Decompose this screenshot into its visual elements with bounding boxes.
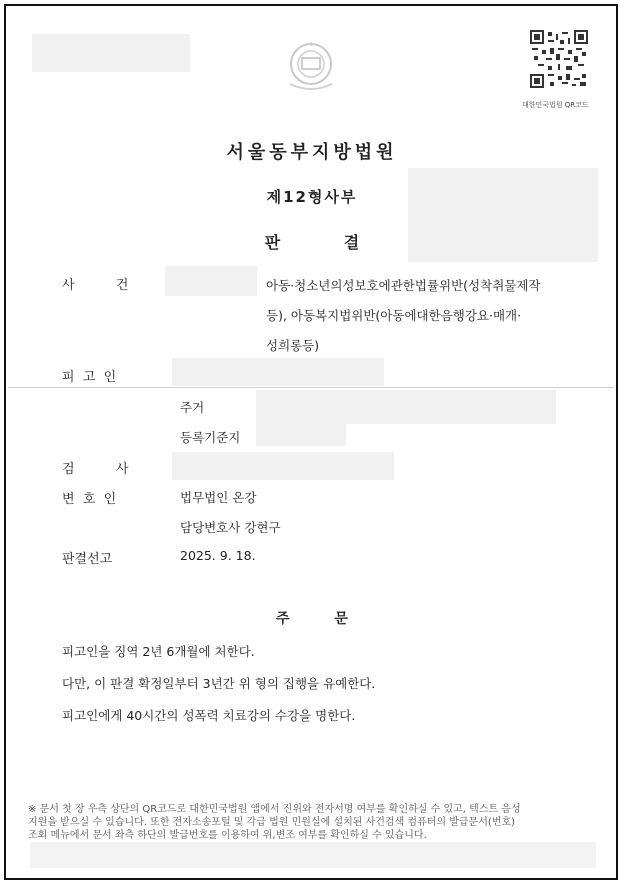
order-item-1: 피고인을 징역 2년 6개월에 처한다. <box>62 644 255 659</box>
counsel-firm: 법무법인 온강 <box>180 490 257 505</box>
redacted-address <box>256 390 556 424</box>
division-name: 제12형사부 <box>266 188 358 206</box>
order-item-2: 다만, 이 판결 확정일부터 3년간 위 형의 집행을 유예한다. <box>62 676 376 691</box>
notice-line-1: ※ 문서 첫 장 우측 상단의 QR코드로 대한민국법원 앱에서 진위와 전자서명 여부를 확인하실 수 있고, 텍스트 음성 <box>28 804 521 815</box>
court-name: 서울동부지방법원 <box>226 142 398 163</box>
counsel-attorney: 담당변호사 강현구 <box>180 520 281 535</box>
redacted-defendant-name <box>172 358 384 386</box>
case-label: 사 건 <box>62 278 129 293</box>
address-label: 주거 <box>180 400 205 415</box>
prosecutor-label: 검 사 <box>62 462 129 477</box>
section-divider <box>8 387 614 388</box>
redacted-registration <box>256 424 346 446</box>
order-item-3: 피고인에게 40시간의 성폭력 치료강의 수강을 명한다. <box>62 708 356 723</box>
document-type: 판 결 <box>264 233 360 252</box>
qr-code-label: 대한민국법원 QR코드 <box>522 101 589 109</box>
redacted-prosecutor <box>172 452 394 480</box>
court-seal-icon <box>282 40 340 92</box>
verdict-date-label: 판결선고 <box>62 552 113 567</box>
case-charge-line-1: 아동·청소년의성보호에관한법률위반(성착취물제작 <box>266 278 541 293</box>
redacted-issue-number <box>32 34 190 72</box>
defendant-label: 피 고 인 <box>62 370 117 385</box>
redacted-footer <box>30 842 596 868</box>
notice-line-2: 지원을 받으실 수 있습니다. 또한 전자소송포털 및 각급 법원 민원실에 설치된 사건검색 컴퓨터의 발급문서(번호) <box>28 817 516 828</box>
verdict-date-value: 2025. 9. 18. <box>180 548 256 563</box>
registration-label: 등록기준지 <box>180 430 241 445</box>
case-charge-line-3: 성희롱등) <box>266 338 320 353</box>
counsel-label: 변 호 인 <box>62 492 117 507</box>
notice-line-3: 조회 메뉴에서 문서 좌측 하단의 발급번호를 이용하여 위,변조 여부를 확인하실 수 있습니다. <box>28 830 427 841</box>
order-title: 주 문 <box>276 611 348 627</box>
case-charge-line-2: 등), 아동복지법위반(아동에대한음행강요·매개· <box>266 308 522 323</box>
redacted-case-number <box>165 266 257 296</box>
qr-code-icon[interactable] <box>530 30 588 88</box>
